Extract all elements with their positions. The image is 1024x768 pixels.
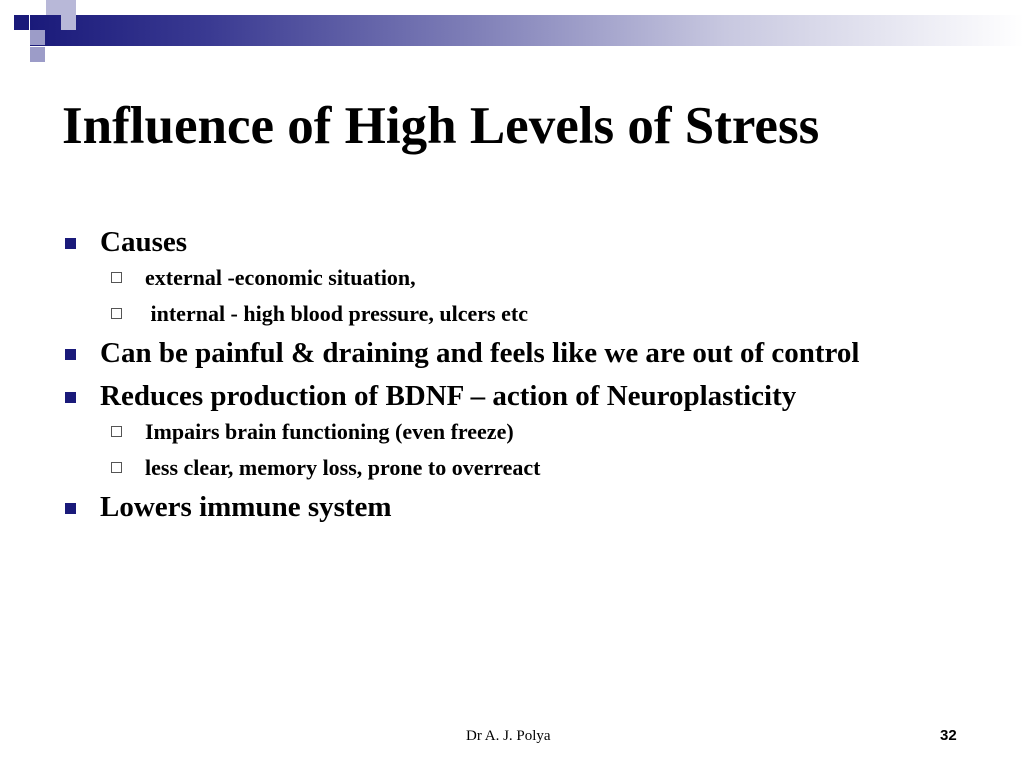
square-bullet-icon [65, 238, 76, 249]
bullet-item [62, 337, 920, 370]
sub-bullet-item [62, 419, 962, 445]
sub-bullet-text: internal - high blood pressure, ulcers etc [145, 301, 528, 326]
hollow-square-bullet-icon [111, 272, 122, 283]
decor-square [46, 0, 61, 15]
sub-bullet-text: external -economic situation, [145, 265, 416, 290]
gradient-bar [30, 15, 1024, 46]
sub-bullet-item [62, 455, 962, 481]
sub-bullet-text: Impairs brain functioning (even freeze) [145, 419, 514, 444]
decor-square [30, 47, 45, 62]
bullet-text: Lowers immune system [100, 491, 392, 523]
header-banner [0, 0, 1024, 64]
square-bullet-icon [65, 392, 76, 403]
decor-square [61, 15, 76, 30]
bullet-text: Causes [100, 226, 188, 258]
bullet-item [62, 491, 962, 524]
hollow-square-bullet-icon [111, 308, 122, 319]
sub-bullet-item [62, 265, 962, 291]
bullet-item [62, 380, 962, 413]
decor-square [61, 0, 76, 15]
bullet-text: Can be painful & draining and feels like we are out of control [100, 337, 860, 369]
bullet-item [62, 226, 962, 259]
decor-square [14, 15, 29, 30]
bullet-text: Reduces production of BDNF – action of Neuroplasticity [100, 380, 797, 412]
footer-author: Dr A. J. Polya [466, 728, 551, 744]
slide-title: Influence of High Levels of Stress [62, 97, 820, 155]
bullet-list [62, 226, 962, 524]
square-bullet-icon [65, 503, 76, 514]
page-number: 32 [940, 727, 957, 744]
sub-bullet-item [62, 301, 962, 327]
hollow-square-bullet-icon [111, 462, 122, 473]
decor-square [30, 30, 45, 45]
hollow-square-bullet-icon [111, 426, 122, 437]
square-bullet-icon [65, 349, 76, 360]
sub-bullet-text: less clear, memory loss, prone to overreact [145, 455, 541, 480]
